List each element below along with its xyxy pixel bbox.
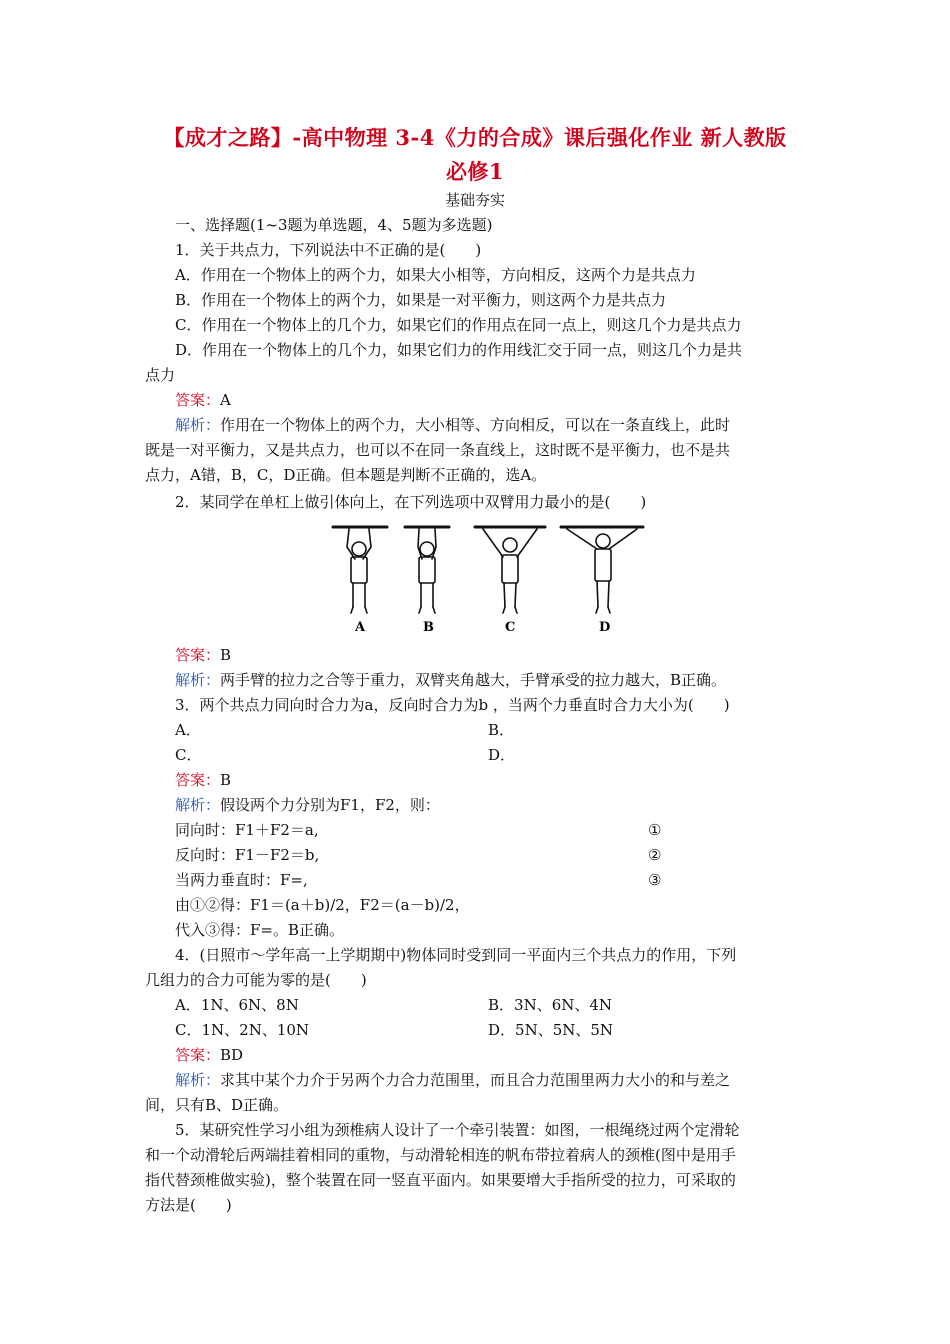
figure-label-c: C <box>505 620 516 635</box>
answer-value: B <box>220 646 232 664</box>
q3-equation-3: 当两力垂直时：F=, <box>175 871 308 889</box>
explanation-label: 解析： <box>175 671 221 689</box>
q1-option-d-line2: 点力 <box>145 366 176 384</box>
q3-derivation-2: 代入③得：F=。B正确。 <box>175 921 344 939</box>
q3-option-d: D． <box>488 746 516 764</box>
q3-equation-3-mark: ③ <box>648 871 662 889</box>
title-line-2: 必修1 <box>445 159 505 184</box>
explanation-label: 解析： <box>175 1071 221 1089</box>
q4-option-d: D．5N、5N、5N <box>488 1021 614 1039</box>
q2-explanation-line1: 解析：两手臂的拉力之合等于重力，双臂夹角越大，手臂承受的拉力越大，B正确。 <box>175 671 727 689</box>
q4-option-b: B．3N、6N、4N <box>488 996 613 1014</box>
q4-explanation-line1: 解析：求其中某个力介于另两个力合力范围里，而且合力范围里两力大小的和与差之 <box>175 1071 731 1089</box>
q4-explanation-line2: 间，只有B、D正确。 <box>145 1096 289 1114</box>
q1-answer <box>175 390 231 410</box>
q4-stem-line1: 4．(日照市～学年高一上学期期中)物体同时受到同一平面内三个共点力的作用，下列 <box>175 946 737 964</box>
figure-label-a: A <box>355 620 366 635</box>
answer-value: B <box>220 771 232 789</box>
part-heading: 一、选择题(1~3题为单选题，4、5题为多选题) <box>175 216 493 234</box>
q3-option-c: C． <box>175 746 202 764</box>
figure-d-person <box>561 527 643 613</box>
section-heading: 基础夯实 <box>444 191 505 209</box>
explanation-label: 解析： <box>175 796 221 814</box>
q1-option-c: C．作用在一个物体上的几个力，如果它们的作用点在同一点上，则这几个力是共点力 <box>175 316 742 334</box>
answer-label: 答案： <box>175 391 221 409</box>
q4-option-c: C．1N、2N、10N <box>175 1021 310 1039</box>
q5-stem-line3: 指代替颈椎做实验)，整个装置在同一竖直平面内。如果要增大手指所受的拉力，可采取的 <box>145 1171 736 1189</box>
answer-label: 答案： <box>175 771 221 789</box>
answer-label: 答案： <box>175 1046 221 1064</box>
figure-label-d: D <box>599 620 611 635</box>
title-line-1: 【成才之路】-高中物理 3-4《力的合成》课后强化作业 新人教版 <box>163 125 787 150</box>
figure-label-b: B <box>423 620 434 635</box>
q3-stem: 3．两个共点力同向时合力为a，反向时合力为b ，当两个力垂直时合力大小为( ) <box>175 696 730 714</box>
q3-answer <box>175 770 231 790</box>
q1-explanation-line3: 点力，A错，B，C，D正确。但本题是判断不正确的，选A。 <box>145 466 547 484</box>
answer-label: 答案： <box>175 646 221 664</box>
q1-explanation-line2: 既是一对平衡力，又是共点力，也可以不在同一条直线上，这时既不是平衡力，也不是共 <box>145 441 731 459</box>
q1-option-a: A．作用在一个物体上的两个力，如果大小相等，方向相反，这两个力是共点力 <box>175 266 696 284</box>
q1-explanation-line1: 解析：作用在一个物体上的两个力，大小相等、方向相反，可以在一条直线上，此时 <box>175 416 731 434</box>
q5-stem-line2: 和一个动滑轮后两端挂着相同的重物，与动滑轮相连的帆布带拉着病人的颈椎(图中是用手 <box>145 1146 736 1164</box>
answer-value: BD <box>220 1046 244 1064</box>
q1-option-b: B．作用在一个物体上的两个力，如果是一对平衡力，则这两个力是共点力 <box>175 291 667 309</box>
q4-option-a: A．1N、6N、8N <box>175 996 299 1014</box>
q3-equation-1-mark: ① <box>648 821 662 839</box>
q3-option-a: A． <box>175 721 201 739</box>
q3-option-b: B． <box>488 721 515 739</box>
figure-a-person <box>333 527 387 613</box>
q3-equation-2-mark: ② <box>648 846 662 864</box>
q4-stem-line2: 几组力的合力可能为零的是( ) <box>145 971 367 989</box>
q5-stem-line4: 方法是( ) <box>145 1196 232 1214</box>
q2-answer <box>175 645 231 665</box>
q3-derivation-1: 由①②得：F1＝(a＋b)/2，F2＝(a－b)/2， <box>175 896 470 914</box>
q4-answer <box>175 1045 243 1065</box>
q3-equation-1: 同向时：F1＋F2＝a, <box>175 821 319 839</box>
figure-b-person <box>405 527 449 613</box>
answer-value: A <box>220 391 231 409</box>
pull-up-figure <box>325 515 645 637</box>
figure-c-person <box>475 527 545 613</box>
q3-equation-2: 反向时：F1－F2＝b, <box>175 846 320 864</box>
q1-stem: 1．关于共点力，下列说法中不正确的是( ) <box>175 241 482 259</box>
q3-explanation-line1: 解析：假设两个力分别为F1，F2，则： <box>175 796 440 814</box>
q5-stem-line1: 5．某研究性学习小组为颈椎病人设计了一个牵引装置：如图，一根绳绕过两个定滑轮 <box>175 1121 740 1139</box>
explanation-label: 解析： <box>175 416 221 434</box>
q1-option-d-line1: D．作用在一个物体上的几个力，如果它们力的作用线汇交于同一点，则这几个力是共 <box>175 341 743 359</box>
q2-stem: 2．某同学在单杠上做引体向上，在下列选项中双臂用力最小的是( ) <box>175 493 647 511</box>
